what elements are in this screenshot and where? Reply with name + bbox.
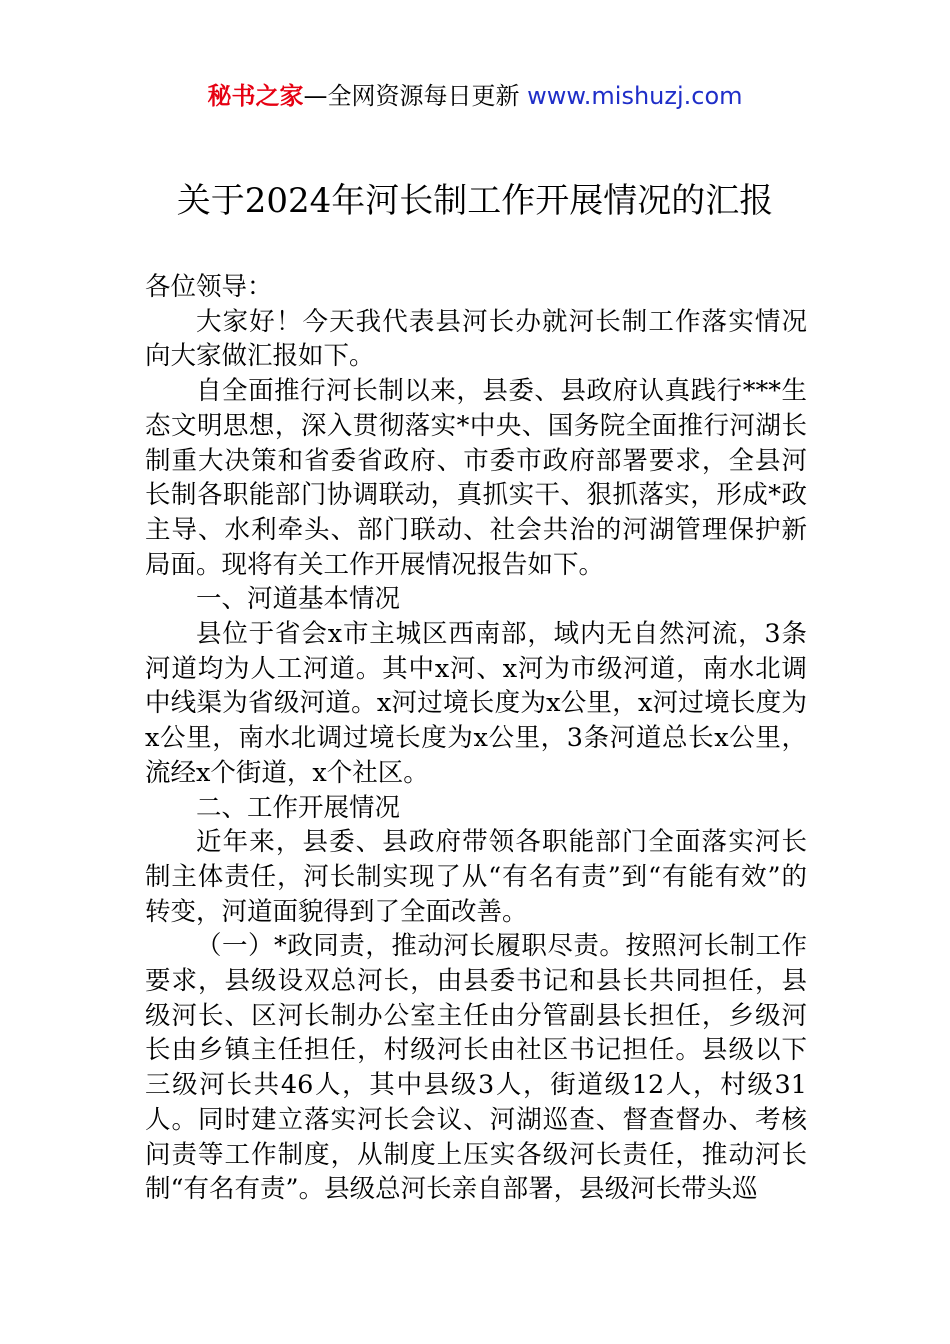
site-header: [0, 80, 950, 112]
paragraph-intro: 自全面推行河长制以来，县委、县政府认真践行***生态文明思想，深入贯彻落实*中央、国务院全面推行河湖长制重大决策和省委省政府、市委市政府部署要求，全县河长制各职能部门协调联动，真抓实干、狠抓落实，形成*政主导、水利牵头、部门联动、社会共治的河湖管理保护新局面。现将有关工作开展情况报告如下。: [145, 376, 807, 580]
site-url-link[interactable]: www.mishuzj.com: [527, 82, 743, 110]
section-heading-2: 二、工作开展情况: [196, 792, 401, 823]
salutation: 各位领导：: [145, 272, 273, 302]
paragraph-work-overview: 近年来，县委、县政府带领各职能部门全面落实河长制主体责任，河长制实现了从“有名有责”到“有能有效”的转变，河道面貌得到了全面改善。: [145, 827, 807, 927]
document-title: 关于2024年河长制工作开展情况的汇报: [176, 181, 774, 221]
paragraph-greeting: 大家好！今天我代表县河长办就河长制工作落实情况向大家做汇报如下。: [145, 306, 807, 372]
site-brand: 秘书之家: [207, 82, 304, 110]
paragraph-river-basics: 县位于省会x市主城区西南部，域内无自然河流，3条河道均为人工河道。其中x河、x河为市级河道，南水北调中线渠为省级河道。x河过境长度为x公里，x河过境长度为x公里，南水北调过境长度为x公里，3条河道总长x公里，流经x个街道，x个社区。: [145, 619, 807, 788]
document-body: [145, 270, 807, 1207]
site-tagline: —全网资源每日更新: [303, 82, 528, 110]
section-heading-1: 一、河道基本情况: [196, 584, 401, 615]
paragraph-responsibility: （一）*政同责，推动河长履职尽责。按照河长制工作要求，县级设双总河长，由县委书记和县长共同担任，县级河长、区河长制办公室主任由分管副县长担任，乡级河长由乡镇主任担任，村级河长由社区书记担任。县级以下三级河长共46人，其中县级3人，街道级12人，村级31人。同时建立落实河长会议、河湖巡查、督查督办、考核问责等工作制度，从制度上压实各级河长责任，推动河长制“有名有责”。县级总河长亲自部署，县级河长带头巡: [145, 931, 807, 1205]
